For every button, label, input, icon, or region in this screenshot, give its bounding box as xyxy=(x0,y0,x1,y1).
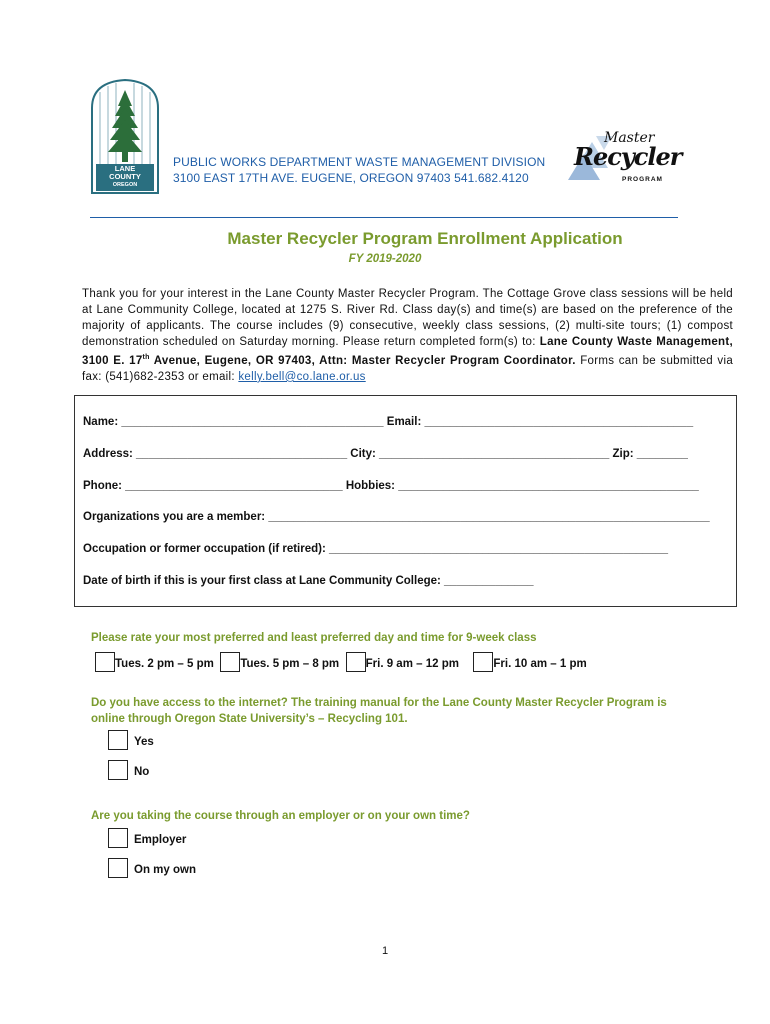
applicant-info-box xyxy=(74,395,737,607)
intro-paragraph xyxy=(82,286,733,385)
logo-word-master: Master xyxy=(604,130,655,146)
logo-line-lane: LANE xyxy=(114,164,136,173)
internet-yes-row xyxy=(108,730,154,750)
header-division: PUBLIC WORKS DEPARTMENT WASTE MANAGEMENT DIVISION xyxy=(173,155,546,169)
question-internet-access xyxy=(91,695,667,727)
question-employer: Are you taking the course through an employer or on your own time? xyxy=(91,810,470,822)
email-link[interactable]: kelly.bell@co.lane.or.us xyxy=(238,370,366,383)
question-day-time: Please rate your most preferred and least preferred day and time for 9-week class xyxy=(91,632,537,644)
logo-word-program: PROGRAM xyxy=(622,176,663,183)
intro-address-sup: th xyxy=(142,354,150,361)
name-email-field[interactable]: Name: _________________________________________ Email: __________________________________________ xyxy=(83,416,694,428)
option-no: No xyxy=(134,766,150,778)
logo-word-recycler: Recycler xyxy=(574,142,682,171)
checkbox-employer[interactable] xyxy=(108,828,128,848)
intro-address-b: Avenue, Eugene, OR 97403, Attn: Master Recycler Program Coordinator. xyxy=(149,354,576,367)
header-divider xyxy=(90,217,678,218)
intro-text-2: Forms can be submitted via fax: (541)682-2353 or email: xyxy=(82,354,734,383)
option-fri-10am: Fri. 10 am – 1 pm xyxy=(493,658,587,670)
day-time-options xyxy=(95,652,587,672)
header-address: 3100 EAST 17TH AVE. EUGENE, OREGON 97403 541.682.4120 xyxy=(173,171,529,185)
header-address-block xyxy=(173,154,545,186)
checkbox-fri-10am[interactable] xyxy=(473,652,493,672)
date-of-birth-field[interactable]: Date of birth if this is your first class at Lane Community College: ______________ xyxy=(83,575,534,587)
checkbox-on-my-own[interactable] xyxy=(108,858,128,878)
question-internet-line2: online through Oregon State University’s – Recycling 101. xyxy=(91,713,408,725)
logo-line-oregon: OREGON xyxy=(112,182,138,188)
master-recycler-logo xyxy=(566,128,682,190)
checkbox-yes[interactable] xyxy=(108,730,128,750)
employer-row xyxy=(108,828,186,848)
checkbox-fri-9am[interactable] xyxy=(346,652,366,672)
own-time-row xyxy=(108,858,196,878)
internet-no-row xyxy=(108,760,149,780)
lane-county-logo xyxy=(88,78,162,195)
fiscal-year: FY 2019-2020 xyxy=(348,253,422,265)
option-employer: Employer xyxy=(134,834,187,846)
option-tues-5pm: Tues. 5 pm – 8 pm xyxy=(240,658,340,670)
checkbox-tues-5pm[interactable] xyxy=(220,652,240,672)
organizations-field[interactable]: Organizations you are a member: _____________________________________________________________________ xyxy=(83,511,710,523)
option-yes: Yes xyxy=(134,736,154,748)
intro-address-a: Lane County Waste Management, 3100 E. 17 xyxy=(82,336,733,367)
checkbox-no[interactable] xyxy=(108,760,128,780)
question-internet-line1: Do you have access to the internet? The training manual for the Lane County Master Recycler Program is xyxy=(91,697,667,709)
address-city-zip-field[interactable]: Address: _________________________________ City: ____________________________________ Zip: ________ xyxy=(83,448,688,460)
checkbox-tues-2pm[interactable] xyxy=(95,652,115,672)
option-on-my-own: On my own xyxy=(134,864,196,876)
occupation-field[interactable]: Occupation or former occupation (if retired): _____________________________________________________ xyxy=(83,543,668,555)
logo-line-county: COUNTY xyxy=(109,172,141,181)
page-number: 1 xyxy=(381,945,389,957)
intro-text-1: Thank you for your interest in the Lane County Master Recycler Program. The Cottage Grove class sessions will be held at Lane Community College, located at 1275 S. River Rd. Class day(s) and time(s) are based on the preference of the majority of applicants. The course includes (9) consecutive, weekly class sessions, (2) multi-site tours; (1) compost demonstration scheduled on Saturday morning. Please return completed form(s) to: xyxy=(82,288,733,348)
option-fri-9am: Fri. 9 am – 12 pm xyxy=(365,658,459,670)
phone-hobbies-field[interactable]: Phone: __________________________________ Hobbies: _______________________________________________ xyxy=(83,480,699,492)
page-title: Master Recycler Program Enrollment Application xyxy=(227,229,623,248)
option-tues-2pm: Tues. 2 pm – 5 pm xyxy=(115,658,214,670)
